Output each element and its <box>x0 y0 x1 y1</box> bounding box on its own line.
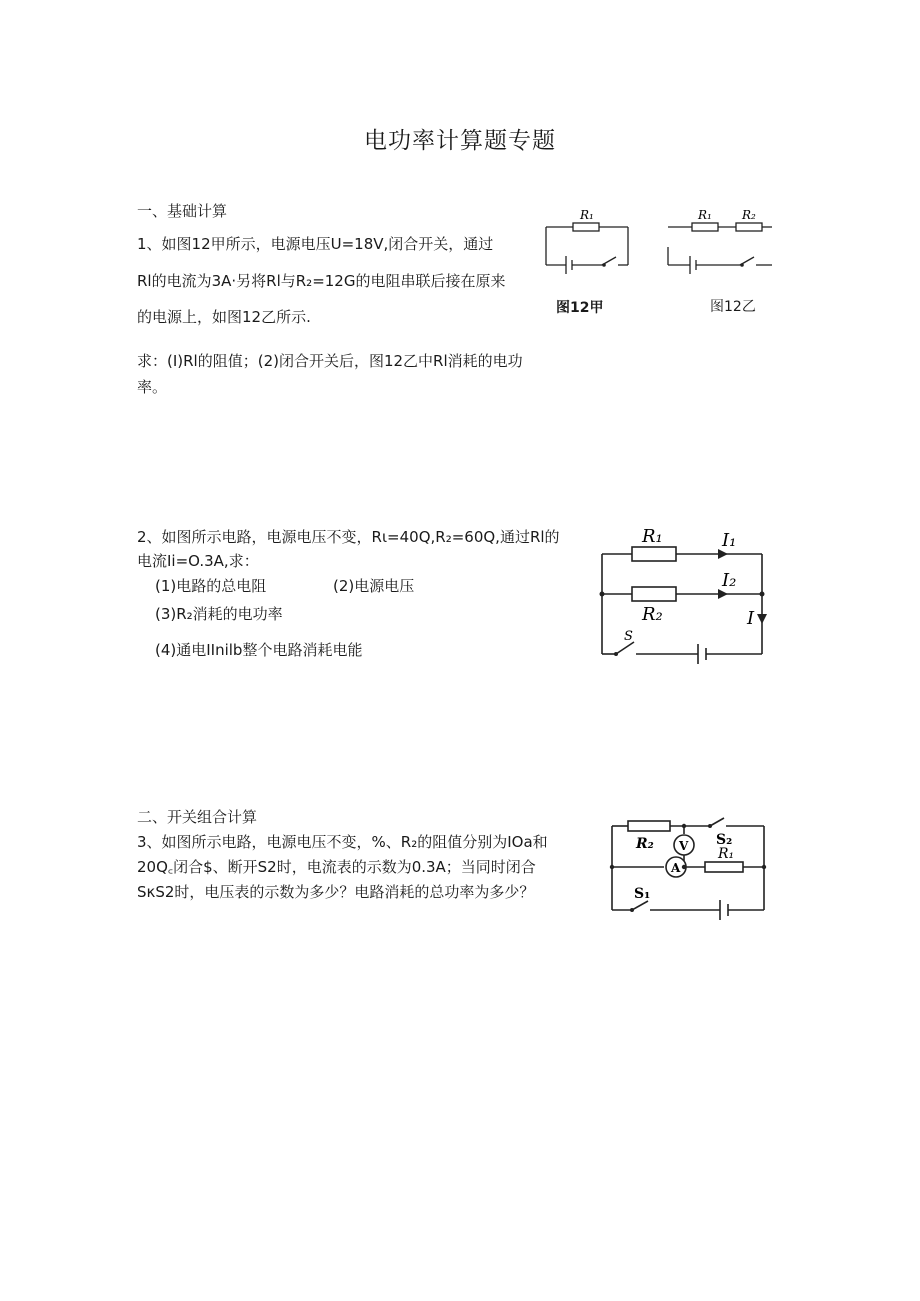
q2-item-4: (4)通电IInilb整个电路消耗电能 <box>155 641 363 659</box>
figure-q2-s-label: S <box>624 629 633 644</box>
section-heading-basic: 一、基础计算 <box>137 202 228 220</box>
q2-item-2: (2)电源电压 <box>333 577 415 595</box>
figure-q3-ammeter-label: A <box>671 861 681 875</box>
figure-q3-s2-label: S₂ <box>716 832 733 848</box>
figure-12b-r1-label: R₁ <box>698 208 712 222</box>
figure-q3-voltmeter-label: V <box>679 839 689 853</box>
figure-q3-s1-label: S₁ <box>634 886 651 902</box>
q1-line-5: 率。 <box>137 378 168 396</box>
q1-line-2: Rl的电流为3A·另将Rl与R₂=12G的电阻串联后接在原来 <box>137 272 506 290</box>
section-heading-switch: 二、开关组合计算 <box>137 808 258 826</box>
figure-12b-caption: 图12乙 <box>710 299 756 315</box>
figure-q2-i1-label: I₁ <box>722 530 737 551</box>
figure-12a-caption: 图12甲 <box>556 300 604 316</box>
figure-q3-r2-label: R₂ <box>636 836 654 852</box>
figure-q2-r1-label: R₁ <box>642 526 663 547</box>
q1-line-3: 的电源上，如图12乙所示. <box>137 308 311 326</box>
q3-line-2: 20Q꜀闭合$、断开S2时，电流表的示数为0.3A；当同时闭合 <box>137 858 536 876</box>
q2-item-3: (3)R₂消耗的电功率 <box>155 605 283 623</box>
q3-line-3: SκS2时，电压表的示数为多少？电路消耗的总功率为多少？ <box>137 883 535 901</box>
figure-q2-i2-label: I₂ <box>722 570 737 591</box>
figure-q3-r1-label: R₁ <box>718 846 735 862</box>
figure-q3-circuit <box>602 812 772 922</box>
q1-line-1: 1、如图12甲所示，电源电压U=18V,闭合开关，通过 <box>137 235 494 253</box>
page-title: 电功率计算题专题 <box>364 128 556 154</box>
q1-line-4: 求：(I)Rl的阻值；(2)闭合开关后，图12乙中Rl消耗的电功 <box>137 352 523 370</box>
q2-item-1: (1)电路的总电阻 <box>155 577 267 595</box>
figure-12b-r2-label: R₂ <box>742 208 756 222</box>
figure-q2-i-label: I <box>747 608 755 629</box>
q2-line-1: 2、如图所示电路，电源电压不变，Rι=40Q,R₂=60Q,通过Rl的 <box>137 528 560 546</box>
figure-q2-r2-label: R₂ <box>642 604 663 625</box>
figure-q2-parallel-circuit <box>594 518 774 668</box>
figure-12a-r1-label: R₁ <box>580 208 594 222</box>
q2-line-2: 电流Ii=O.3A,求： <box>137 552 259 570</box>
figure-12a-circuit <box>540 205 660 275</box>
q3-line-1: 3、如图所示电路，电源电压不变，%、R₂的阻值分别为IOa和 <box>137 833 548 851</box>
figure-12b-circuit <box>664 205 776 275</box>
